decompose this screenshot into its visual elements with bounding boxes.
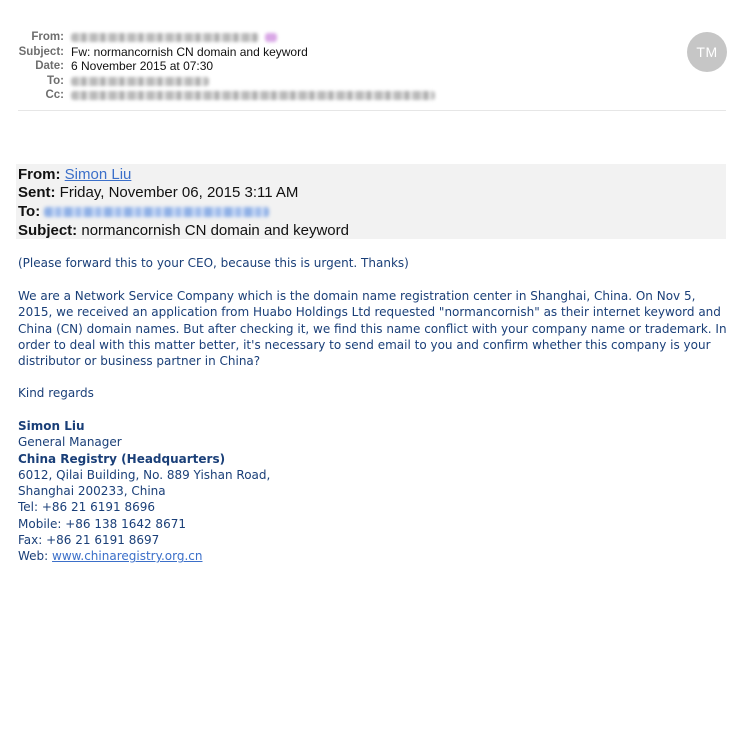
- signature-web-label: Web:: [18, 549, 49, 564]
- to-label: To:: [46, 74, 64, 87]
- fwd-from-row: [18, 165, 131, 184]
- fwd-to-row: [18, 202, 269, 221]
- signature-name: Simon Liu: [18, 419, 85, 433]
- signature-company: China Registry (Headquarters): [18, 451, 226, 466]
- forwarded-header: [16, 164, 726, 239]
- fwd-sent-label: Sent:: [18, 184, 56, 201]
- signature-address-line2: Shanghai 200233, China: [18, 484, 166, 499]
- body-paragraph: We are a Network Service Company which is the domain name registration center in Shanghai, China. On Nov 5, 2015, we received an application from Huabo Holdings Ltd requested "normancornish" as their internet keyword and China (CN) domain names. But after checking it, we find this name conflict with your company name or trademark. In order to deal with this matter better, it's necessary to send email to you and confirm whether this company is your distributor or business partner in China?: [18, 289, 727, 369]
- redacted-cc: [71, 91, 435, 100]
- redacted-sender: [71, 33, 259, 42]
- from-value-redacted[interactable]: [71, 30, 277, 45]
- fwd-to-label: To:: [18, 203, 41, 220]
- signature: [18, 418, 730, 565]
- header-to-row: [0, 74, 750, 89]
- date-label: Date:: [35, 60, 64, 72]
- from-label: From:: [31, 31, 64, 43]
- signature-web-link[interactable]: www.chinaregistry.org.cn: [52, 549, 203, 564]
- body-note: (Please forward this to your CEO, because this is urgent. Thanks): [18, 256, 409, 270]
- signature-address-line1: 6012, Qilai Building, No. 889 Yishan Road,: [18, 467, 271, 482]
- cc-label: Cc:: [45, 89, 64, 101]
- subject-value: Fw: normancornish CN domain and keyword: [71, 44, 308, 59]
- fwd-sent-value: Friday, November 06, 2015 3:11 AM: [59, 184, 299, 201]
- subject-label: Subject:: [18, 45, 64, 58]
- mail-header: [0, 30, 750, 103]
- fwd-subject-row: [18, 221, 349, 240]
- signature-mobile: Mobile: +86 138 1642 8671: [18, 516, 186, 531]
- header-subject-row: [0, 45, 750, 60]
- fwd-subject-value: normancornish CN domain and keyword: [81, 222, 349, 239]
- fwd-from-link[interactable]: Simon Liu: [64, 166, 132, 183]
- header-date-row: [0, 59, 750, 74]
- header-cc-row: [0, 88, 750, 103]
- redacted-sender-marker: [265, 33, 277, 42]
- fwd-subject-label: Subject:: [18, 222, 78, 239]
- redacted-fwd-recipient-link[interactable]: [44, 207, 269, 217]
- avatar[interactable]: [687, 32, 727, 72]
- cc-value-redacted[interactable]: [71, 88, 435, 103]
- date-value: 6 November 2015 at 07:30: [71, 59, 214, 73]
- fwd-sent-row: [18, 183, 298, 202]
- body-closing: Kind regards: [18, 386, 94, 400]
- avatar-initials: TM: [696, 44, 718, 60]
- signature-title: General Manager: [18, 435, 122, 450]
- header-divider: [18, 110, 726, 111]
- to-value-redacted[interactable]: [71, 74, 209, 89]
- signature-tel: Tel: +86 21 6191 8696: [18, 500, 155, 515]
- signature-web-row: [18, 548, 730, 564]
- redacted-recipient: [71, 77, 209, 86]
- signature-fax: Fax: +86 21 6191 8697: [18, 533, 160, 548]
- header-from-row: [0, 30, 750, 45]
- fwd-from-label: From:: [18, 166, 61, 183]
